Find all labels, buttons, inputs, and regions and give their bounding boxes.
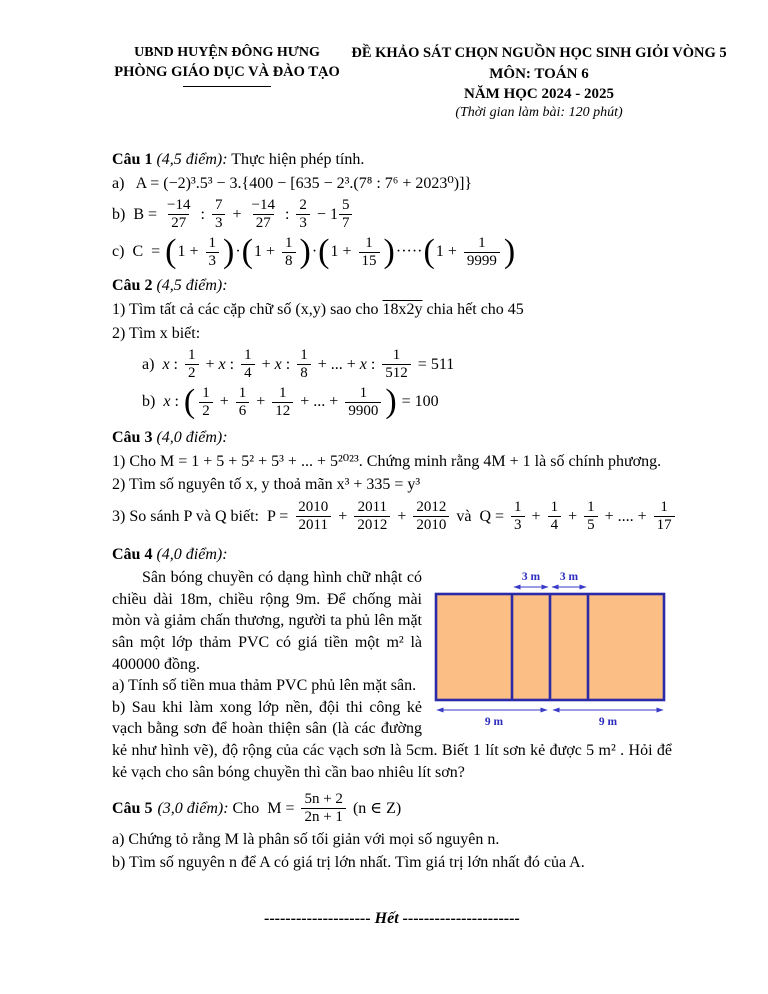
item-text: 1) Cho M = 1 + 5 + 5² + 5³ + ... + 5²⁰²³. Chứng minh rằng 4M + 1 là số chính phương.	[112, 452, 662, 470]
equals-result: = 100	[397, 393, 439, 411]
operator: :	[170, 393, 183, 411]
exam-school-year: NĂM HỌC 2024 - 2025	[464, 85, 614, 102]
exam-title: ĐỀ KHẢO SÁT CHỌN NGUỒN HỌC SINH GIỎI VÒNG 5	[351, 45, 727, 61]
fraction: $\frac{1}{2}$	[185, 347, 199, 382]
fraction: $\frac{1}{17}$	[654, 499, 675, 534]
fraction: $\frac{1}{2}$	[199, 385, 213, 420]
variable-x: x	[218, 355, 226, 373]
fraction: $\frac{2011}{2012}$	[354, 499, 390, 534]
variable-x: x	[163, 393, 171, 411]
close-paren: )	[223, 232, 235, 270]
question-1-item-c	[112, 232, 672, 270]
open-paren: (	[165, 232, 177, 270]
court-svg	[432, 569, 670, 729]
fraction: $\frac{1}{12}$	[272, 385, 293, 420]
question-3-item-2	[112, 474, 672, 496]
term: 1 +	[177, 243, 203, 261]
question-points: (4,0 điểm):	[156, 429, 228, 447]
question-1-item-a	[112, 173, 672, 195]
operator: :	[280, 205, 294, 223]
question-2-item-2a	[142, 347, 672, 382]
ellipsis-dots: + .... +	[600, 507, 651, 525]
formula-lhs: B =	[133, 205, 162, 223]
operator: +	[201, 355, 219, 373]
fraction: $\frac{1}{3}$	[511, 499, 525, 534]
question-4-paragraph: Sân bóng chuyền có dạng hình chữ nhật có chiều dài 18m, chiều rộng 9m. Để chống mài mòn và giảm chấn thương, người ta phủ lên mặt sân một lớp thảm PVC có giá tiền một m² là 400000 đồng.	[112, 569, 422, 673]
question-instruction: Thực hiện phép tính.	[231, 150, 365, 168]
fraction: $\frac{1}{8}$	[282, 235, 296, 270]
authority-parent: UBND HUYỆN ĐÔNG HƯNG	[134, 45, 320, 60]
item-label: a)	[112, 174, 125, 192]
dimension-label-9m-right: 9 m	[598, 716, 618, 729]
issuing-authority	[108, 44, 346, 123]
question-4-body	[112, 567, 672, 783]
item-label: a)	[142, 355, 155, 373]
fraction: $\frac{-14}{27}$	[167, 197, 191, 231]
fraction: $\frac{1}{15}$	[359, 235, 380, 270]
fraction: $\frac{5n + 2}{2n + 1}$	[301, 791, 345, 826]
item-text: 3) So sánh P và Q biết: P =	[112, 507, 293, 525]
formula-a: A = (−2)³.5³ − 3.{400 − [635 − 2³.(7⁸ : 7⁶ + 2023⁰)]}	[135, 174, 473, 192]
item-text: chia hết cho 45	[422, 300, 524, 318]
question-number: Câu 1	[112, 150, 153, 168]
operator: +	[393, 507, 411, 525]
fraction: $\frac{2012}{2010}$	[413, 499, 449, 534]
fraction: $\frac{2}{3}$	[296, 197, 310, 232]
operator: ·	[235, 243, 241, 261]
fraction: $\frac{1}{5}$	[584, 499, 598, 534]
item-label: c)	[112, 243, 125, 261]
operator: −	[312, 205, 330, 223]
exam-header	[0, 0, 768, 123]
operator: ·	[311, 243, 318, 261]
exam-duration: (Thời gian làm bài: 120 phút)	[455, 105, 623, 121]
item-text: 1) Tìm tất cả các cặp chữ số (x,y) sao cho	[112, 300, 383, 318]
question-4-item-b: b) Sau khi làm xong lớp nền, đội thi công kẻ vạch bằng sơn để hoàn thiện sân (là các đường kẻ như hình vẽ), độ rộng của các vạch sơn là 5cm. Biết 1 lít sơn kẻ được 5 m² . Hỏi để kẻ vạch cho sân bóng chuyền thì cần bao nhiêu lít sơn?	[112, 698, 672, 781]
question-4-heading	[112, 544, 672, 566]
operator: +	[228, 205, 246, 223]
open-paren: (	[318, 232, 330, 270]
term: 1 +	[330, 243, 356, 261]
header-underline	[183, 86, 271, 87]
open-paren: (	[183, 382, 196, 420]
question-points: (4,5 điểm):	[156, 277, 228, 295]
fraction: $\frac{1}{9999}$	[464, 235, 500, 270]
operator: +	[252, 393, 270, 411]
operator: +	[257, 355, 275, 373]
exam-subject: MÔN: TOÁN 6	[489, 65, 589, 82]
operator: :	[366, 355, 380, 373]
formula-lhs: C =	[132, 243, 165, 261]
formula-lhs: Cho M =	[228, 799, 299, 817]
variable-x: x	[359, 355, 367, 373]
question-2-item-2b	[142, 382, 672, 420]
operator: :	[281, 355, 295, 373]
question-3-item-3	[112, 499, 672, 534]
question-5-item-a	[112, 829, 672, 851]
question-points: (4,5 điểm):	[156, 150, 228, 168]
item-text: b) Tìm số nguyên n để A có giá trị lớn nhất. Tìm giá trị lớn nhất đó của A.	[112, 854, 585, 872]
operator: +	[215, 393, 233, 411]
fraction: $\frac{1}{8}$	[297, 347, 311, 382]
exam-body	[0, 123, 768, 930]
equals-result: = 511	[413, 355, 455, 373]
question-3-heading	[112, 427, 672, 449]
ellipsis-dots: + ... +	[296, 393, 343, 411]
question-4-item-a: a) Tính số tiền mua thảm PVC phủ lên mặt sân.	[112, 677, 417, 695]
fraction: $\frac{1}{9900}$	[345, 385, 381, 420]
question-5-heading	[112, 791, 672, 826]
question-5	[112, 791, 672, 874]
close-paren: )	[383, 232, 395, 270]
item-text: 2) Tìm x biết:	[112, 324, 201, 342]
close-paren: )	[299, 232, 311, 270]
fraction: $\frac{1}{6}$	[236, 385, 250, 420]
open-paren: (	[423, 232, 435, 270]
fraction: $\frac{1}{3}$	[206, 235, 220, 270]
question-3	[112, 427, 672, 533]
item-label: b)	[112, 205, 126, 223]
question-points: (4,0 điểm):	[156, 545, 228, 563]
item-label: b)	[142, 393, 156, 411]
fraction: $\frac{1}{4}$	[548, 499, 562, 534]
dimension-label-9m-left: 9 m	[484, 716, 504, 729]
close-paren: )	[385, 382, 397, 420]
question-number: Câu 4	[112, 545, 153, 563]
item-text: và Q =	[452, 507, 509, 525]
fraction: $\frac{7}{3}$	[212, 197, 226, 232]
fraction: $\frac{1}{512}$	[382, 347, 411, 382]
ellipsis-dots: ·····	[395, 243, 423, 261]
exam-title-block	[346, 44, 732, 123]
question-number: Câu 3	[112, 429, 153, 447]
volleyball-court-diagram	[432, 569, 672, 736]
fraction: $\frac{1}{4}$	[241, 347, 255, 382]
operator: :	[169, 355, 182, 373]
fraction: $\frac{-14}{27}$	[251, 197, 275, 231]
end-of-exam-marker: -------------------- Hết ----------------------	[264, 909, 520, 927]
open-paren: (	[241, 232, 253, 270]
question-1-heading	[112, 149, 672, 171]
variable-x: x	[274, 355, 282, 373]
question-number: Câu 2	[112, 277, 153, 295]
question-number: Câu 5	[112, 799, 153, 817]
question-2-item-2	[112, 323, 672, 345]
close-paren: )	[503, 232, 516, 270]
operator: +	[334, 507, 352, 525]
dimension-label-3m-right: 3 m	[559, 571, 579, 584]
authority-department: PHÒNG GIÁO DỤC VÀ ĐÀO TẠO	[114, 63, 340, 80]
question-5-item-b	[112, 852, 672, 874]
operator: :	[196, 205, 209, 223]
whole-number: 1	[329, 205, 338, 223]
question-1	[112, 149, 672, 269]
question-3-item-1	[112, 451, 672, 473]
question-2	[112, 275, 672, 419]
domain-note: (n ∈ Z)	[348, 799, 402, 817]
term: 1 +	[435, 243, 461, 261]
question-2-item-1	[112, 299, 672, 321]
question-4	[112, 544, 672, 784]
fraction: $\frac{5}{7}$	[339, 197, 353, 232]
fraction: $\frac{2010}{2011}$	[295, 499, 331, 534]
ellipsis-dots: + ... +	[313, 355, 360, 373]
question-2-heading	[112, 275, 672, 297]
question-1-item-b	[112, 197, 672, 232]
item-text: a) Chứng tỏ rằng M là phân số tối giản với mọi số nguyên n.	[112, 830, 500, 848]
operator: +	[527, 507, 545, 525]
item-text: 2) Tìm số nguyên tố x, y thoả mãn x³ + 335 = y³	[112, 476, 421, 494]
overlined-number: 18x2y	[382, 300, 423, 318]
question-points: (3,0 điểm):	[157, 799, 229, 817]
term: 1 +	[253, 243, 280, 261]
operator: :	[225, 355, 239, 373]
variable-x: x	[162, 355, 170, 373]
dimension-label-3m-left: 3 m	[521, 571, 541, 584]
operator: +	[564, 507, 582, 525]
